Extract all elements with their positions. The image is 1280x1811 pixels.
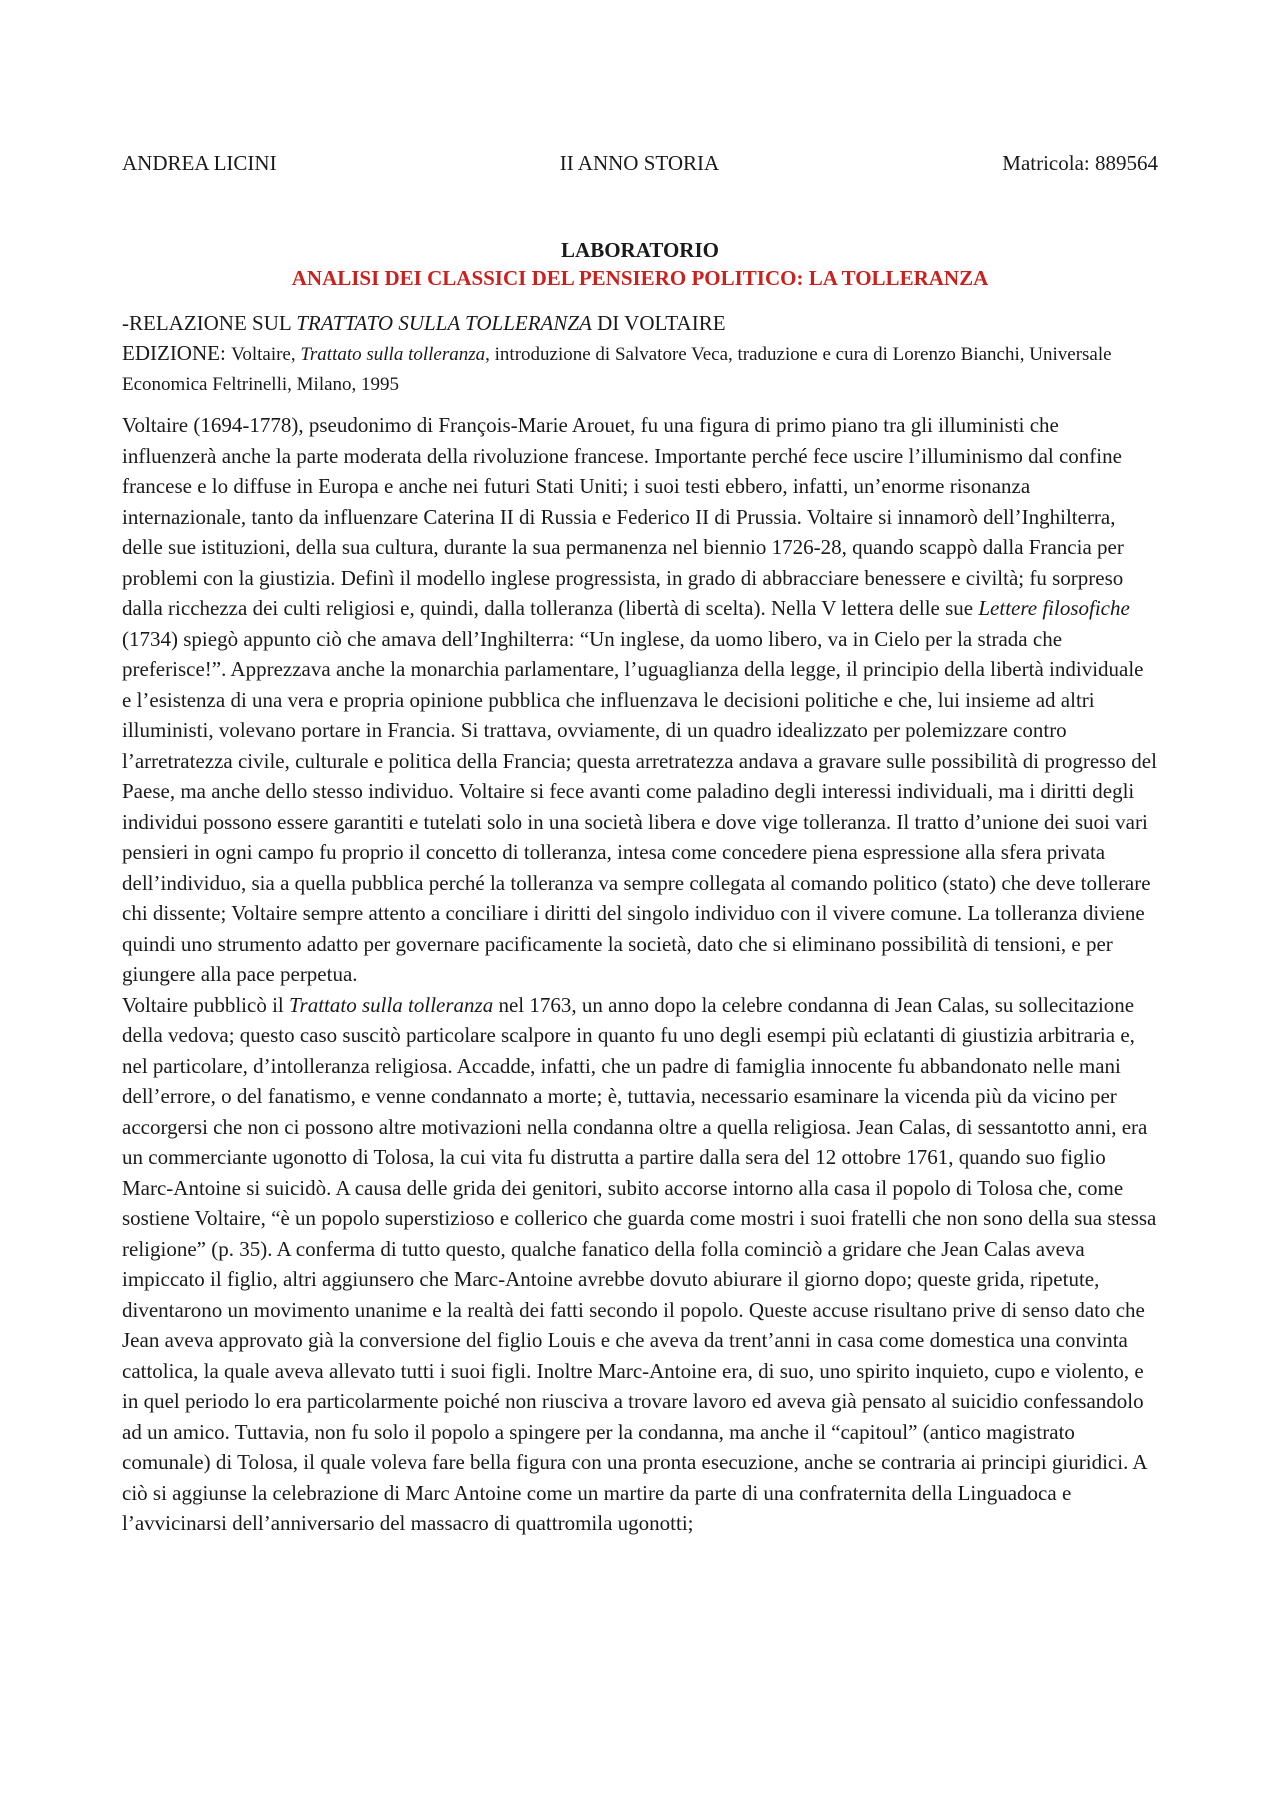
- report-work-title: TRATTATO SULLA TOLLERANZA: [296, 311, 592, 335]
- body-text: [122, 410, 1158, 1539]
- paragraph-1-part-a: Voltaire (1694-1778), pseudonimo di François-Marie Arouet, fu una figura di primo piano tra gli illuministi che influenzerà anche la parte moderata della rivoluzione francese. Importante perché fece uscire l’illuminismo dal confine francese e lo diffuse in Europa e anche nei futuri Stati Uniti; i suoi testi ebbero, infatti, un’enorme risonanza internazionale, tanto da influenzare Caterina II di Russia e Federico II di Prussia. Voltaire si innamorò dell’Inghilterra, delle sue istituzioni, della sua cultura, durante la sua permanenza nel biennio 1726-28, quando scappò dalla Francia per problemi con la giustizia. Definì il modello inglese progressista, in grado di abbracciare benessere e civiltà; fu sorpreso dalla ricchezza dei culti religiosi e, quindi, dalla tolleranza (libertà di scelta). Nella V lettera delle sue: [122, 413, 1124, 620]
- paragraph-1-part-b: (1734) spiegò appunto ciò che amava dell’Inghilterra: “Un inglese, da uomo libero, va in Cielo per la strada che preferisce!”. Apprezzava anche la monarchia parlamentare, l’uguaglianza della legge, il principio della libertà individuale e l’esistenza di una vera e propria opinione pubblica che influenzava le decisioni politiche e che, lui insieme ad altri illuministi, volevano portare in Francia. Si trattava, ovviamente, di un quadro idealizzato per polemizzare contro l’arretratezza civile, culturale e politica della Francia; questa arretratezza andava a gravare sulle possibilità di progresso del Paese, ma anche dello stesso individuo. Voltaire si fece avanti come paladino degli interessi individuali, ma i diritti degli individui possono essere garantiti e tutelati solo in una società libera e dove vige tolleranza. Il tratto d’unione dei suoi vari pensieri in ogni campo fu proprio il concetto di tolleranza, intesa come concedere piena espressione alla sfera privata dell’individuo, sia a quella pubblica perché la tolleranza va sempre collegata al comando politico (stato) che deve tollerare chi dissente; Voltaire sempre attento a conciliare i diritti del singolo individuo con il vivere comune. La tolleranza diviene quindi uno strumento adatto per governare pacificamente la società, dato che si eliminano possibilità di tensioni, e per giungere alla pace perpetua.: [122, 626, 1157, 986]
- report-heading: [122, 308, 1158, 338]
- paragraph-2-part-a: Voltaire pubblicò il: [122, 992, 290, 1017]
- edition-info: [122, 338, 1158, 400]
- edition-work-title: Trattato sulla tolleranza: [300, 344, 486, 365]
- document-subtitle: ANALISI DEI CLASSICI DEL PENSIERO POLITICO: LA TOLLERANZA: [291, 266, 989, 290]
- document-title: LABORATORIO: [561, 238, 719, 262]
- paragraph-1: [122, 410, 1158, 990]
- paragraph-2-work-title: Trattato sulla tolleranza: [289, 992, 494, 1017]
- author-name: ANDREA LICINI: [122, 151, 277, 175]
- header-row: [122, 148, 1158, 178]
- paragraph-2-part-b: nel 1763, un anno dopo la celebre condanna di Jean Calas, su sollecitazione della vedova; questo caso suscitò particolare scalpore in quanto fu uno degli esempi più eclatanti di giustizia arbitraria e, nel particolare, d’intolleranza religiosa. Accadde, infatti, che un padre di famiglia innocente fu abbandonato nelle mani dell’errore, o del fanatismo, e venne condannato a morte; è, tuttavia, necessario esaminare la vicenda più da vicino per accorgersi che non ci possono altre motivazioni nella condanna oltre a quella religiosa. Jean Calas, di sessantotto anni, era un commerciante ugonotto di Tolosa, la cui vita fu distrutta a partire dalla sera del 12 ottobre 1761, quando suo figlio Marc-Antoine si suicidò. A causa delle grida dei genitori, subito accorse intorno alla casa il popolo di Tolosa che, come sostiene Voltaire, “è un popolo superstizioso e collerico che guarda come mostri i suoi fratelli che non sono della sua stessa religione” (p. 35). A conferma di tutto questo, qualche fanatico della folla cominciò a gridare che Jean Calas aveva impiccato il figlio, altri aggiunsero che Marc-Antoine avrebbe dovuto abiurare il giorno dopo; queste grida, ripetute, diventarono un movimento unanime e la realtà dei fatti secondo il popolo. Queste accuse risultano prive di senso dato che Jean aveva approvato già la conversione del figlio Louis e che aveva da trent’anni in casa come domestica una convinta cattolica, la quale aveva allevato tutti i suoi figli. Inoltre Marc-Antoine era, di suo, uno spirito inquieto, cupo e violento, e in quel periodo lo era particolarmente poiché non riusciva a trovare lavoro ed aveva già pensato al suicidio confessandolo ad un amico. Tuttavia, non fu solo il popolo a spingere per la condanna, ma anche il “capitoul” (antico magistrato comunale) di Tolosa, il quale voleva fare bella figura con una pronta esecuzione, anche se contraria ai principi giuridici. A ciò si aggiunse la celebrazione di Marc Antoine come un martire da parte di una confraternita della Linguadoca e l’avvicinarsi dell’anniversario del massacro di quattromila ugonotti;: [122, 992, 1157, 1535]
- student-id: Matricola: 889564: [1002, 151, 1158, 175]
- report-suffix: DI VOLTAIRE: [591, 311, 726, 335]
- edition-label: EDIZIONE:: [122, 341, 232, 365]
- edition-text-a: Voltaire,: [231, 344, 301, 365]
- course-year: II ANNO STORIA: [559, 151, 720, 175]
- edition-text-b: , introduzione di Salvatore Veca, traduzione e cura di Lorenzo Bianchi, Universale Economica Feltrinelli, Milano, 1995: [122, 344, 1112, 395]
- title-block: [122, 236, 1158, 292]
- paragraph-2: [122, 990, 1158, 1539]
- report-prefix: -RELAZIONE SUL: [122, 311, 297, 335]
- paragraph-1-work-title: Lettere filosofiche: [978, 596, 1130, 620]
